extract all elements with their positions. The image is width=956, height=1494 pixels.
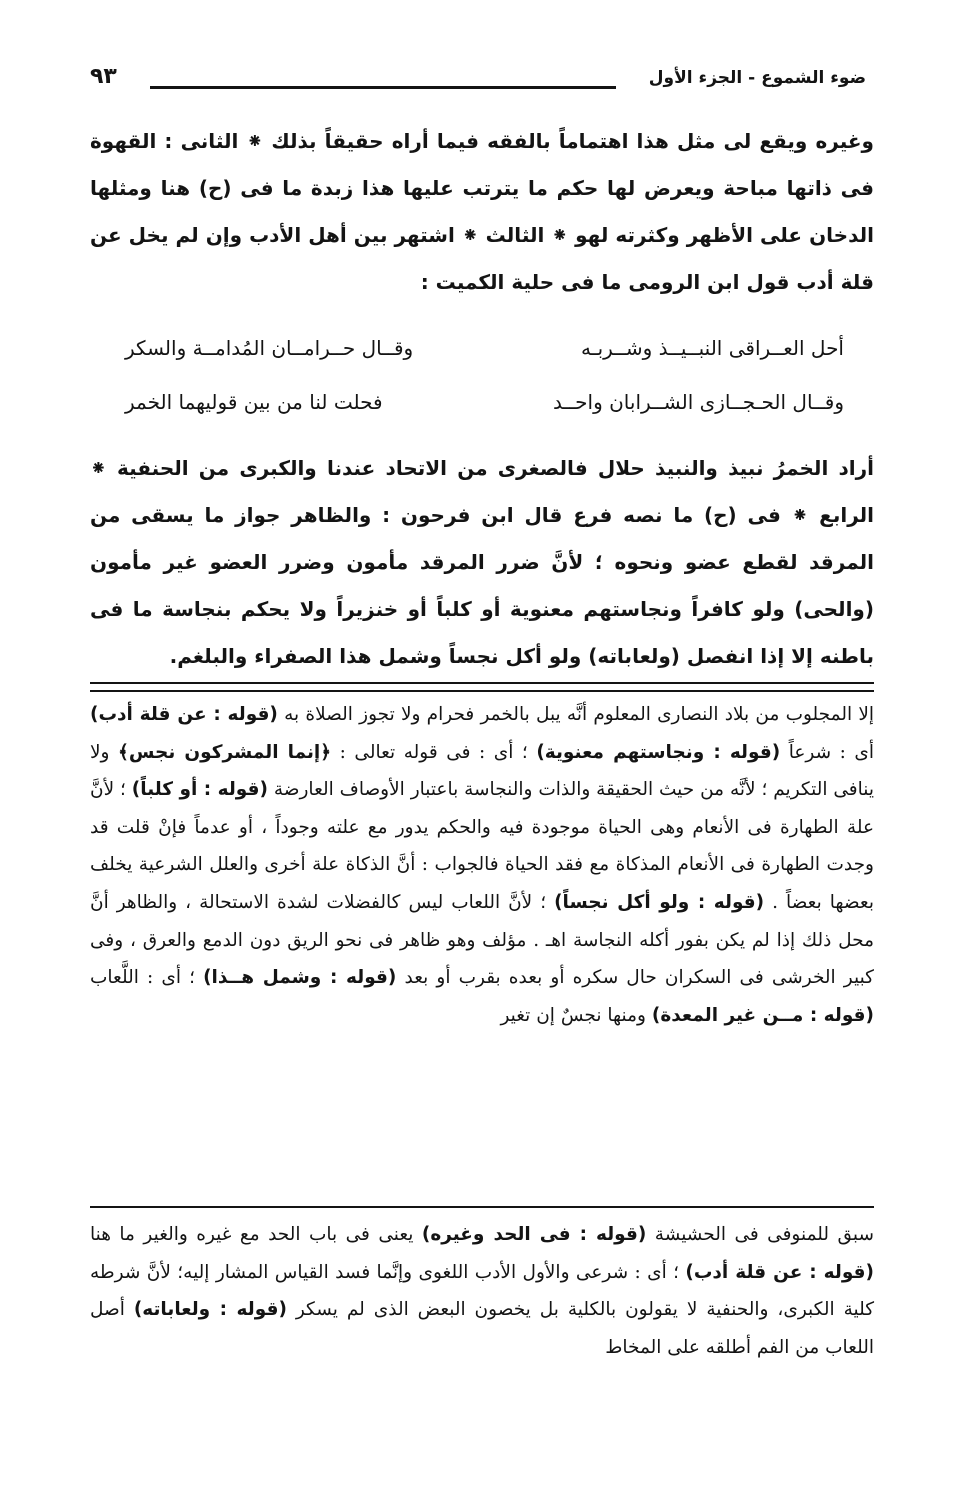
commentary-text: ؛ لأنَّ علة الطهارة فى الأنعام وهى الحياة موجودة فيه والحكم يدور مع علته وجوداً ، أو عدماً فإنْ قلت قد وجدت الطهارة فى الأنعام المذكاة مع فقد الحياة فالجواب : أنَّ الذكاة علة أخرى والعلل الشرعية يخلف بعضها بعضاً .: [90, 779, 874, 913]
commentary-text: إلا المجلوب من بلاد النصارى المعلوم أنَّه يبل بالخمر فحرام ولا تجوز الصلاة به: [277, 704, 875, 725]
lemma-keyword: (قوله : مــن غير المعدة): [651, 1004, 874, 1026]
commentary-text: ؛ أى : اللَّعاب: [90, 967, 204, 989]
lemma-keyword: (قوله : وشمل هــذا): [203, 967, 397, 989]
lemma-keyword: (قوله : ولو أكل نجساً): [554, 891, 765, 913]
single-rule-separator: [90, 1206, 874, 1208]
lemma-keyword: (قوله : أو كلباً): [131, 779, 268, 801]
header-rule: [150, 86, 616, 89]
verse-1-first-hemistich: أحل العــراقى النبــيــذ وشــربـه: [581, 336, 844, 360]
commentary-text: ؛ أى : شرعى والأول الأدب اللغوى وإنَّما فسد القياس المشار إليه؛ لأنَّ شرطه كلية الكبرى، والحنفية لا يقولون بالكلية بل يخصون البعض الذى لم يسكر: [90, 1261, 874, 1321]
commentary-section-1: [90, 696, 874, 1034]
commentary-text: أى : شرعاً: [780, 741, 874, 763]
poem-verses: [125, 328, 844, 436]
commentary-text: سبق للمنوفى فى الحشيشة: [646, 1224, 874, 1245]
page-number: ٩٣: [90, 64, 117, 89]
verse-2-first-hemistich: وقــال الحـجــازى الشــرابان واحــد: [552, 390, 844, 414]
main-text-block-2: [90, 445, 874, 680]
verse-row-2: [125, 382, 844, 436]
commentary-text: ؛ لأنَّ اللعاب ليس كالفضلات لشدة الاستحالة ، والظاهر أنَّ محل ذلك إذا لم يكن بفور أكله النجاسة اهـ . مؤلف وهو ظاهر فى نحو الريق دون الدمع والعرق ، وفى كبير الخرشى فى السكران حال سكره أو بعده بقرب أو بعد: [90, 891, 874, 989]
main-text-block: [90, 118, 874, 306]
lemma-keyword: (قوله : ونجاستهم معنوية): [536, 741, 781, 763]
commentary-text: يعنى فى باب الحد مع غيره والغير ما هنا: [90, 1224, 422, 1245]
main-paragraph-2: أراد الخمرُ نبيذ والنبيذ حلال فالصغرى من الاتحاد عندنا والكبرى من الحنفية ⁕ الرابع ⁕ فى (ح) ما نصه فرع قال ابن فرحون : والظاهر جواز ما يسقى من المرقد لقطع عضو ونحوه ؛ لأنَّ ضرر المرقد مأمون وضرر العضو غير مأمون (والحى) ولو كافراً ونجاستهم معنوية أو كلباً أو خنزيراً ولا يحكم بنجاسة ما فى باطنه إلا إذا انفصل (ولعاباته) ولو أكل نجساً وشمل هذا الصفراء والبلغم.: [90, 456, 874, 668]
commentary-1-paragraph: [90, 696, 874, 1034]
lemma-keyword: (قوله : عن قلة أدب): [90, 704, 278, 725]
commentary-text: ولا ينافى التكريم ؛ لأنَّه من حيث الحقيقة والذات والنجاسة باعتبار الأوصاف العارضة: [90, 741, 874, 801]
main-paragraph-1: وغيره ويقع لى مثل هذا اهتماماً بالفقه فيما أراه حقيقاً بذلك ⁕ الثانى : القهوة فى ذاتها مباحة ويعرض لها حكم ما يترتب عليها هذا زبدة ما فى (ح) هنا ومثلها الدخان على الأظهر وكثرته لهو ⁕ الثالث ⁕ اشتهر بين أهل الأدب وإن لم يخل عن قلة أدب قول ابن الرومى ما فى حلية الكميت :: [90, 129, 874, 294]
double-rule-separator: [90, 682, 874, 692]
verse-1-second-hemistich: وقــال حــرامــان المُدامــة والسكر: [125, 336, 414, 360]
commentary-section-2: [90, 1216, 874, 1366]
lemma-keyword: (قوله : عن قلة أدب): [685, 1261, 874, 1283]
commentary-text: ومنها نجسٌ إن تغير: [500, 1004, 652, 1026]
commentary-text: أصل اللعاب من الفم أطلقه على المخاط: [90, 1299, 874, 1358]
quran-quote: ﴿إنما المشركون نجس﴾: [118, 741, 332, 763]
commentary-2-paragraph: [90, 1216, 874, 1366]
verse-2-second-hemistich: فحلت لنا من بين قوليهما الخمر: [125, 390, 383, 414]
commentary-text: ؛ أى : فى قوله تعالى :: [331, 741, 537, 763]
lemma-keyword: (قوله : ولعاباته): [133, 1299, 287, 1321]
running-title: ضوء الشموع - الجزء الأول: [648, 68, 866, 88]
verse-row-1: [125, 328, 844, 382]
lemma-keyword: (قوله : فى الحد وغيره): [421, 1224, 647, 1245]
page-header: [90, 64, 866, 104]
